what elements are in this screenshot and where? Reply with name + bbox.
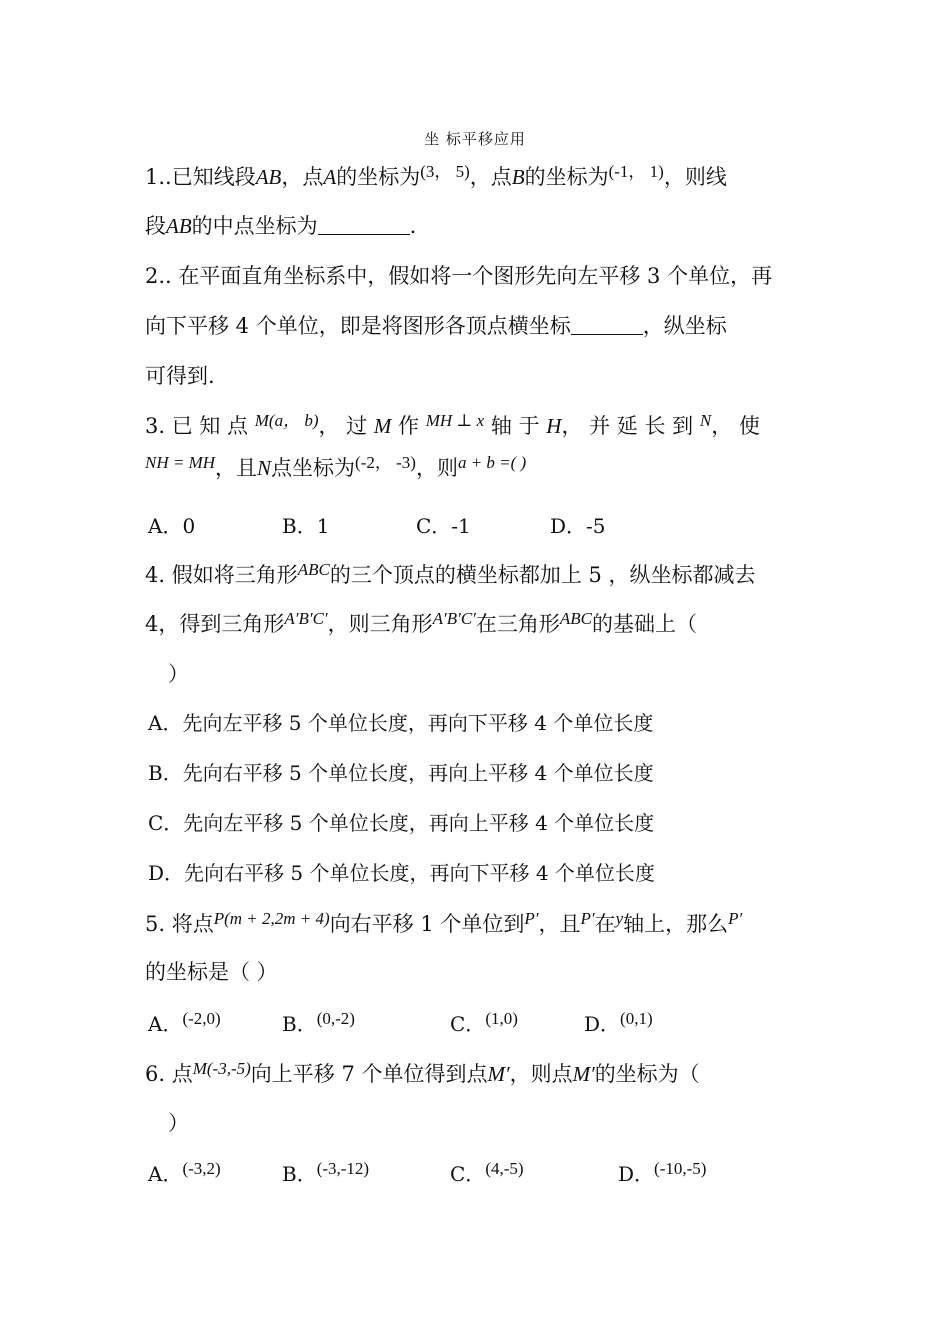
q4-option-b[interactable]: B．先向右平移 5 个单位长度，再向上平移 4 个单位长度 (148, 761, 654, 785)
point-B: B (511, 165, 525, 189)
point-M-expr: M(a， b) (254, 411, 319, 430)
point-N-2: N (257, 456, 272, 480)
answer-blank-q1[interactable] (318, 212, 410, 235)
q2-line-1: 2.. 在平面直角坐标系中，假如将一个图形先向左平移 3 个单位，再 (145, 264, 773, 288)
q3-option-b[interactable]: B．1 (282, 514, 330, 538)
point-P-expr: P(m + 2,2m + 4) (213, 909, 330, 928)
q1-line-2: 段AB的中点坐标为 . (145, 214, 417, 238)
page-title: 坐 标平移应用 (424, 130, 526, 148)
q1-line-1: 1..已知线段AB，点A的坐标为$^{(3, 5)}$，点B的坐标为$^{(-1, 1)}$，则线 (145, 162, 727, 189)
point-N: N (699, 411, 712, 430)
coord-A: (3， 5) (420, 162, 470, 181)
triangle-A1B1C1: A′B′C′ (284, 609, 328, 628)
equation-NH-MH: NH = MH (145, 453, 216, 472)
q5-option-d[interactable]: D．$^{(0,1)}$ (584, 1009, 653, 1036)
q6-line-2: ） (168, 1111, 189, 1135)
triangle-ABC: ABC (297, 560, 330, 579)
q3-line-2: $^{NH = MH}$，且N点坐标为$^{(-2, -3)}$，则$^{a + b =( )}$ (145, 453, 527, 480)
q4-option-a[interactable]: A．先向左平移 5 个单位长度，再向下平移 4 个单位长度 (148, 711, 654, 735)
q5-line-1: 5. 将点$^{P(m + 2,2m + 4)}$向右平移 1 个单位到$^{P'}$，且$^{P'}$在$^y$轴上，那么$^{P'}$ (145, 909, 743, 936)
segment-AB: AB (255, 165, 282, 189)
point-P1-2: P′ (580, 909, 595, 928)
q5-option-c[interactable]: C．$^{(1,0)}$ (450, 1009, 518, 1036)
coord-B: (-1， 1) (608, 162, 664, 181)
q3-option-c[interactable]: C．-1 (416, 514, 471, 538)
q2-line-2: 向下平移 4 个单位，即是将图形各顶点横坐标 ，纵坐标 (145, 314, 727, 338)
point-H: H (546, 414, 562, 438)
q2-line-3: 可得到. (145, 364, 215, 388)
point-A: A (323, 165, 337, 189)
segment-AB-2: AB (166, 214, 192, 238)
q4-option-d[interactable]: D．先向右平移 5 个单位长度，再向下平移 4 个单位长度 (148, 861, 655, 885)
answer-blank-q2[interactable] (571, 312, 643, 335)
axis-y: y (615, 909, 624, 928)
q5-line-2: 的坐标是（ ） (145, 960, 278, 984)
q4-line-2: 4，得到三角形$^{A'B'C'}$，则三角形$^{A'B'C'}$在三角形$^{ABC}$的基础上（ (145, 609, 698, 636)
q3-option-a[interactable]: A．0 (148, 514, 196, 538)
triangle-A1B1C1-2: A′B′C′ (432, 609, 476, 628)
perpendicular-expr: MH ⊥ x (425, 411, 485, 430)
point-M: M (373, 414, 392, 438)
triangle-ABC-2: ABC (559, 609, 593, 628)
q3-option-d[interactable]: D．-5 (550, 514, 606, 538)
q3-line-1: 3. 已 知 点 $^{M(a, b)}$， 过 M 作 $^{MH \perp x}$ 轴 于 H， 并 延 长 到 $^N$， 使 (145, 411, 760, 438)
q6-option-c[interactable]: C．$^{(4,-5)}$ (450, 1159, 524, 1186)
point-M1-2: M′ (572, 1062, 595, 1086)
q6-option-b[interactable]: B．$^{(-3,-12)}$ (282, 1159, 370, 1186)
point-P1: P′ (524, 909, 539, 928)
q4-line-1: 4. 假如将三角形$^{ABC}$的三个顶点的横坐标都加上 5 ，纵坐标都减去 (145, 560, 756, 587)
q5-option-b[interactable]: B．$^{(0,-2)}$ (282, 1009, 355, 1036)
q5-option-a[interactable]: A．$^{(-2,0)}$ (148, 1009, 221, 1036)
point-M-expr-q6: M(-3,-5) (192, 1059, 251, 1078)
coord-N: (-2， -3) (355, 453, 416, 472)
sum-expr: a + b =( ) (457, 453, 527, 472)
q6-line-1: 6. 点$^{M(-3,-5)}$向上平移 7 个单位得到点M′，则点M′的坐标为（ (145, 1059, 700, 1086)
point-P1-3: P′ (728, 909, 743, 928)
q6-option-a[interactable]: A．$^{(-3,2)}$ (148, 1159, 221, 1186)
q4-option-c[interactable]: C．先向左平移 5 个单位长度，再向上平移 4 个单位长度 (148, 811, 655, 835)
q6-option-d[interactable]: D．$^{(-10,-5)}$ (618, 1159, 707, 1186)
q4-line-3: ） (168, 662, 189, 686)
point-M1: M′ (487, 1062, 510, 1086)
